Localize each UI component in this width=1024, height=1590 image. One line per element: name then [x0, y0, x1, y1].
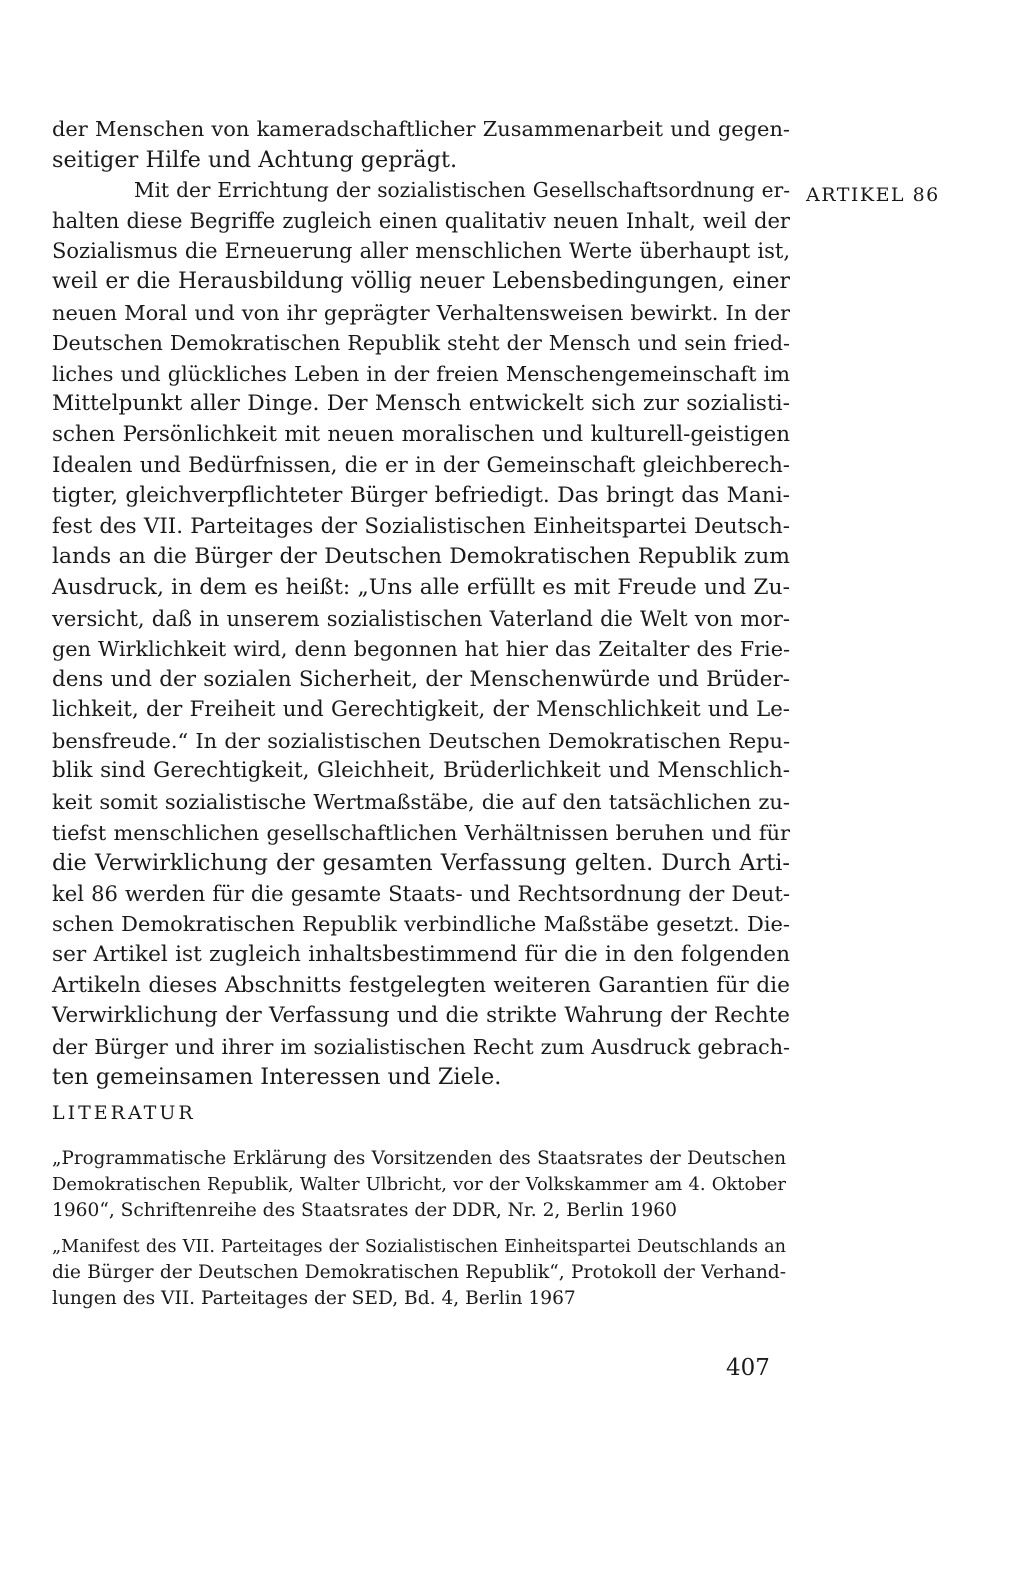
text-line: Artikeln dieses Abschnitts festgelegten weiteren Garantien für die: [52, 972, 790, 998]
text-line: die Verwirklichung der gesamten Verfassung gelten. Durch Arti-: [52, 850, 790, 877]
literature-entry: [52, 1146, 786, 1224]
literature-line: 1960“, Schriftenreihe des Staatsrates der DDR, Nr. 2, Berlin 1960: [52, 1200, 677, 1221]
literature-line: lungen des VII. Parteitages der SED, Bd. 4, Berlin 1967: [52, 1288, 576, 1309]
text-line: schen Demokratischen Republik verbindliche Maßstäbe gesetzt. Die-: [52, 912, 790, 937]
text-line: blik sind Gerechtigkeit, Gleichheit, Brüderlichkeit und Menschlich-: [52, 758, 790, 784]
text-line: Ausdruck, in dem es heißt: „Uns alle erfüllt es mit Freude und Zu-: [52, 574, 790, 600]
text-line: Deutschen Demokratischen Republik steht der Mensch und sein fried-: [52, 331, 790, 356]
text-line: dens und der sozialen Sicherheit, der Menschenwürde und Brüder-: [52, 666, 790, 692]
text-line: lands an die Bürger der Deutschen Demokratischen Republik zum: [52, 544, 790, 570]
text-line: bensfreude.“ In der sozialistischen Deutschen Demokratischen Repu-: [52, 728, 790, 753]
text-line: weil er die Herausbildung völlig neuer Lebensbedingungen, einer: [52, 268, 790, 294]
text-line: fest des VII. Parteitages der Sozialistischen Einheitspartei Deutsch-: [52, 513, 790, 539]
literature-line: „Programmatische Erklärung des Vorsitzenden des Staatsrates der Deutschen: [52, 1148, 786, 1169]
body-text: [52, 114, 790, 1093]
text-line: Sozialismus die Erneuerung aller menschlichen Werte überhaupt ist,: [52, 239, 790, 264]
literature-heading: LITERATUR: [52, 1102, 196, 1124]
text-line: der Menschen von kameradschaftlicher Zusammenarbeit und gegen-: [52, 117, 790, 141]
literature-line: die Bürger der Deutschen Demokratischen Republik“, Protokoll der Verhand-: [52, 1262, 786, 1283]
literature-list: [52, 1146, 786, 1322]
text-line: keit somit sozialistische Wertmaßstäbe, die auf den tatsächlichen zu-: [52, 790, 790, 815]
text-line: tigter, gleichverpflichteter Bürger befriedigt. Das bringt das Mani-: [52, 483, 790, 509]
text-line: schen Persönlichkeit mit neuen moralischen und kulturell-geistigen: [52, 421, 790, 447]
text-line: seitiger Hilfe und Achtung geprägt.: [52, 146, 458, 173]
text-line: tiefst menschlichen gesellschaftlichen Verhältnissen beruhen und für: [52, 820, 790, 845]
text-line: kel 86 werden für die gesamte Staats- und Rechtsordnung der Deut-: [52, 880, 790, 906]
literature-line: Demokratischen Republik, Walter Ulbricht, vor der Volkskammer am 4. Oktober: [52, 1174, 786, 1195]
literature-line: „Manifest des VII. Parteitages der Sozialistischen Einheitspartei Deutschlands an: [52, 1237, 786, 1257]
text-line: ser Artikel ist zugleich inhaltsbestimmend für die in den folgenden: [52, 942, 790, 968]
text-line: ten gemeinsamen Interessen und Ziele.: [52, 1064, 502, 1091]
text-line: gen Wirklichkeit wird, denn begonnen hat hier das Zeitalter des Frie-: [52, 637, 790, 662]
text-line: lichkeit, der Freiheit und Gerechtigkeit, der Menschlichkeit und Le-: [52, 697, 790, 723]
text-line: liches und glückliches Leben in der freien Menschengemeinschaft im: [52, 361, 790, 386]
text-line: neuen Moral und von ihr geprägter Verhaltensweisen bewirkt. In der: [52, 300, 790, 325]
page-number: 407: [726, 1355, 770, 1381]
text-line: der Bürger und ihrer im sozialistischen Recht zum Ausdruck gebrach-: [52, 1034, 790, 1059]
literature-entry: [52, 1234, 786, 1312]
text-line: Verwirklichung der Verfassung und die strikte Wahrung der Rechte: [52, 1003, 790, 1029]
text-line: Idealen und Bedürfnissen, die er in der Gemeinschaft gleichberech-: [52, 452, 790, 478]
margin-article-note: ARTIKEL 86: [806, 184, 940, 206]
text-line: halten diese Begriffe zugleich einen qualitativ neuen Inhalt, weil der: [52, 207, 790, 233]
text-line: Mit der Errichtung der sozialistischen Gesellschaftsordnung er-: [134, 178, 790, 203]
text-line: Mittelpunkt aller Dinge. Der Mensch entwickelt sich zur sozialisti-: [52, 391, 790, 417]
text-line: versicht, daß in unserem sozialistischen Vaterland die Welt von mor-: [52, 605, 790, 631]
